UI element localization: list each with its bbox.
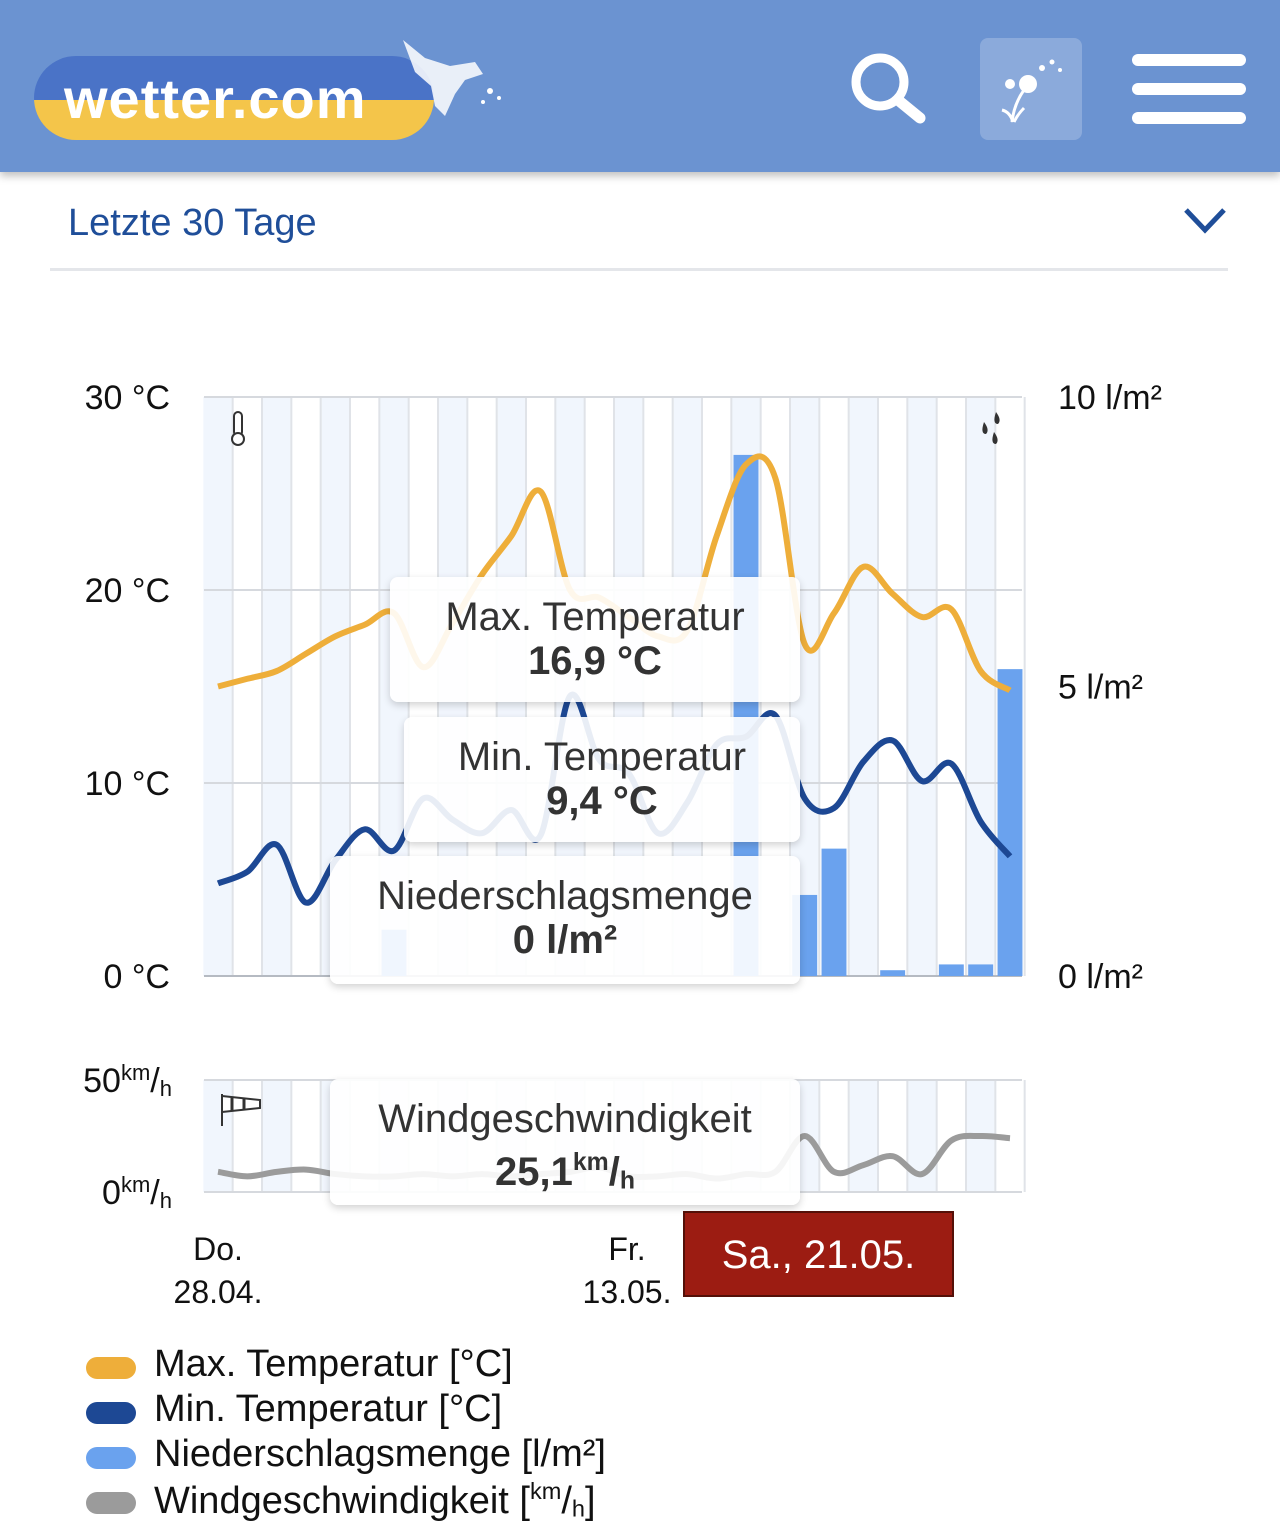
tooltip-max-value: 16,9 °C [528, 639, 662, 683]
day-column [966, 397, 995, 976]
legend-swatch-max [86, 1357, 136, 1379]
y-axis-precip-label: 5 l/m² [1058, 668, 1143, 707]
x-axis-date-label: 13.05. [582, 1274, 672, 1310]
tooltip-wind-unit-sub: h [619, 1167, 635, 1195]
tooltip-wind-unit-sup: km [572, 1149, 609, 1176]
tooltip-wind-value-row: $25,1^{km}/_h$ [495, 1149, 635, 1195]
legend-swatch-precipitation [86, 1447, 136, 1469]
logo-text: wetter.com [64, 67, 367, 130]
y-axis-temp-label: 10 °C [84, 765, 170, 803]
x-axis-date-label: 28.04. [173, 1274, 263, 1310]
legend-label-max: Max. Temperatur [154, 1343, 439, 1385]
legend-swatch-min [86, 1402, 136, 1424]
tooltip-max-label: Max. Temperatur [445, 595, 745, 639]
tooltip-wind-value: 25,1 [495, 1149, 573, 1194]
legend-unit-wind-sub: h [571, 1495, 586, 1522]
precipitation-bar [968, 964, 993, 976]
day-column [262, 397, 291, 976]
legend-unit-wind-close: ] [585, 1480, 596, 1523]
precipitation-bar [939, 964, 964, 976]
tooltip-precipitation [330, 856, 800, 984]
y-axis-wind-label: $0^{km}/h$ [102, 1172, 172, 1213]
precipitation-bar [822, 849, 847, 976]
legend-label-wind: Windgeschwindigkeit [154, 1480, 509, 1523]
tooltip-precip-value: 0 l/m² [512, 918, 618, 962]
y-axis-temp-label: 20 °C [84, 572, 170, 610]
tooltip-wind-label: Windgeschwindigkeit [378, 1097, 752, 1141]
legend-label-precipitation: Niederschlagsmenge [154, 1433, 511, 1475]
x-axis-day-label: Do. [193, 1231, 243, 1267]
tooltip-min-temperature [404, 717, 800, 842]
legend-unit-min: [°C] [438, 1388, 503, 1430]
period-title: Letzte 30 Tage [68, 202, 317, 244]
tooltip-max-temperature [390, 577, 800, 702]
y-axis-temp-label: 30 °C [84, 379, 170, 417]
legend-unit-max: [°C] [448, 1343, 513, 1385]
thermometer-icon [232, 412, 244, 445]
legend-unit-wind-sup: km [529, 1478, 562, 1504]
x-axis-day-label: Fr. [608, 1231, 646, 1267]
tooltip-wind [330, 1079, 800, 1205]
y-axis-precip-label: 10 l/m² [1058, 379, 1162, 417]
legend-unit-wind-open: [ [519, 1480, 530, 1523]
legend-swatch-wind [86, 1492, 136, 1514]
tooltip-min-value: 9,4 °C [546, 779, 658, 823]
y-axis-wind-label: $50^{km}/h$ [83, 1060, 172, 1101]
legend-label-min: Min. Temperatur [154, 1388, 428, 1430]
day-column [907, 397, 936, 976]
y-axis-temp-label: 0 °C [103, 958, 170, 996]
tooltip-precip-label: Niederschlagsmenge [377, 874, 753, 918]
day-column [849, 1080, 878, 1192]
precipitation-bar [880, 970, 905, 976]
tooltip-min-label: Min. Temperatur [457, 735, 747, 779]
precipitation-bar [998, 669, 1023, 976]
selected-date-badge: Sa., 21.05. [683, 1211, 954, 1297]
legend-unit-precipitation: [l/m²] [521, 1433, 606, 1475]
y-axis-precip-label: 0 l/m² [1058, 958, 1143, 996]
day-column [849, 397, 878, 976]
